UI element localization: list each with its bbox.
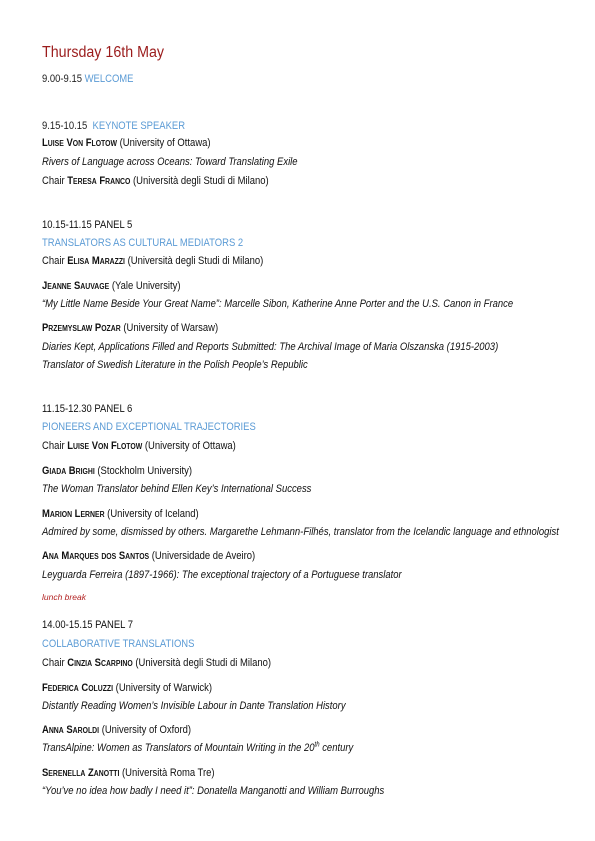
- panel6-talk2-title: Admired by some, dismissed by others. Margarethe Lehmann-Filhés, translator from the Icelandic language and ethnologist: [42, 526, 559, 538]
- panel7-talk2-title: TransAlpine: Women as Translators of Mountain Writing in the 20: [42, 742, 315, 754]
- panel6-talk2-speaker-line: [42, 507, 199, 521]
- panel6-talk3-affiliation: (Universidade de Aveiro): [151, 550, 256, 562]
- keynote-chair-line: [42, 174, 269, 188]
- panel5-talk2-speaker: Przemyslaw Pozar: [42, 322, 121, 334]
- panel6-talk3-speaker: Ana Marques dos Santos: [42, 550, 150, 562]
- panel7-talk1-affiliation: (University of Warwick): [115, 682, 213, 694]
- keynote-header: [42, 119, 185, 133]
- panel7-chair: Cinzia Scarpino: [67, 657, 133, 669]
- panel5-chair-affiliation: (Università degli Studi di Milano): [127, 255, 264, 267]
- panel6-talk1-speaker: Giada Brighi: [42, 465, 95, 477]
- panel6-chair-affiliation: (University of Ottawa): [144, 440, 236, 452]
- panel5-theme: TRANSLATORS AS CULTURAL MEDIATORS 2: [42, 237, 244, 249]
- panel7-talk2-title-line: [42, 741, 353, 755]
- panel5-talk2-title-cont: Translator of Swedish Literature in the Polish People’s Republic: [42, 359, 308, 371]
- keynote-title: Rivers of Language across Oceans: Toward Translating Exile: [42, 156, 298, 168]
- panel5-chair-line: [42, 254, 263, 268]
- panel7-chair-prefix: Chair: [42, 657, 65, 669]
- panel6-talk3-speaker-line: [42, 549, 255, 563]
- panel6-talk2-affiliation: (University of Iceland): [107, 508, 199, 520]
- panel7-talk2-title-end: century: [322, 742, 354, 754]
- panel7-talk2-speaker-line: [42, 723, 191, 737]
- panel5-talk1-title: “My Little Name Beside Your Great Name”: Marcelle Sibon, Katherine Anne Porter and the U.S. Canon in France: [42, 298, 514, 310]
- panel5-talk1-speaker-line: [42, 279, 181, 293]
- panel7-talk3-speaker-line: [42, 766, 215, 780]
- keynote-chair: Teresa Franco: [67, 175, 131, 187]
- keynote-label: KEYNOTE SPEAKER: [92, 120, 186, 132]
- keynote-chair-affiliation: (Università degli Studi di Milano): [132, 175, 269, 187]
- panel6-talk1-affiliation: (Stockholm University): [97, 465, 193, 477]
- panel7-talk2-speaker: Anna Saroldi: [42, 724, 100, 736]
- panel5-chair: Elisa Marazzi: [67, 255, 125, 267]
- keynote-chair-prefix: Chair: [42, 175, 65, 187]
- lunch-break-label: lunch break: [42, 592, 86, 602]
- welcome-label: WELCOME: [84, 73, 134, 85]
- panel7-talk3-speaker: Serenella Zanotti: [42, 767, 120, 779]
- panel7-talk3-affiliation: (Università Roma Tre): [122, 767, 215, 779]
- panel7-talk2-title-sup: th: [314, 741, 320, 749]
- panel7-talk1-speaker: Federica Coluzzi: [42, 682, 114, 694]
- panel6-theme: PIONEERS AND EXCEPTIONAL TRAJECTORIES: [42, 421, 256, 433]
- panel7-header: 14.00-15.15 PANEL 7: [42, 619, 133, 631]
- keynote-affiliation: (University of Ottawa): [119, 137, 211, 149]
- panel6-talk2-speaker: Marion Lerner: [42, 508, 105, 520]
- panel7-chair-affiliation: (Università degli Studi di Milano): [135, 657, 272, 669]
- welcome-line: [42, 72, 133, 86]
- panel6-talk1-speaker-line: [42, 464, 192, 478]
- panel6-header: 11.15-12.30 PANEL 6: [42, 403, 133, 415]
- panel7-talk2-affiliation: (University of Oxford): [101, 724, 192, 736]
- panel7-theme: COLLABORATIVE TRANSLATIONS: [42, 638, 195, 650]
- panel5-talk1-affiliation: (Yale University): [111, 280, 181, 292]
- keynote-speaker-line: [42, 136, 211, 150]
- panel5-header: 10.15-11.15 PANEL 5: [42, 219, 133, 231]
- welcome-time: 9.00-9.15: [42, 73, 82, 85]
- panel7-chair-line: [42, 656, 271, 670]
- panel5-talk2-title: Diaries Kept, Applications Filled and Reports Submitted: The Archival Image of Maria Olszanska (1915-2003): [42, 341, 499, 353]
- panel5-chair-prefix: Chair: [42, 255, 65, 267]
- panel6-chair-prefix: Chair: [42, 440, 65, 452]
- panel6-chair: Luise Von Flotow: [67, 440, 143, 452]
- panel5-talk2-speaker-line: [42, 321, 218, 335]
- panel5-talk2-affiliation: (University of Warsaw): [123, 322, 219, 334]
- keynote-speaker: Luise Von Flotow: [42, 137, 117, 149]
- panel5-talk1-speaker: Jeanne Sauvage: [42, 280, 110, 292]
- keynote-time: 9.15-10.15: [42, 120, 88, 132]
- panel7-talk1-speaker-line: [42, 681, 212, 695]
- panel6-chair-line: [42, 439, 236, 453]
- day-title: Thursday 16th May: [42, 44, 165, 61]
- panel6-talk1-title: The Woman Translator behind Ellen Key’s International Success: [42, 483, 312, 495]
- panel6-talk3-title: Leyguarda Ferreira (1897-1966): The exceptional trajectory of a Portuguese translator: [42, 569, 402, 581]
- panel7-talk3-title: “You’ve no idea how badly I need it”: Donatella Manganotti and William Burroughs: [42, 785, 385, 797]
- panel7-talk1-title: Distantly Reading Women’s Invisible Labour in Dante Translation History: [42, 700, 346, 712]
